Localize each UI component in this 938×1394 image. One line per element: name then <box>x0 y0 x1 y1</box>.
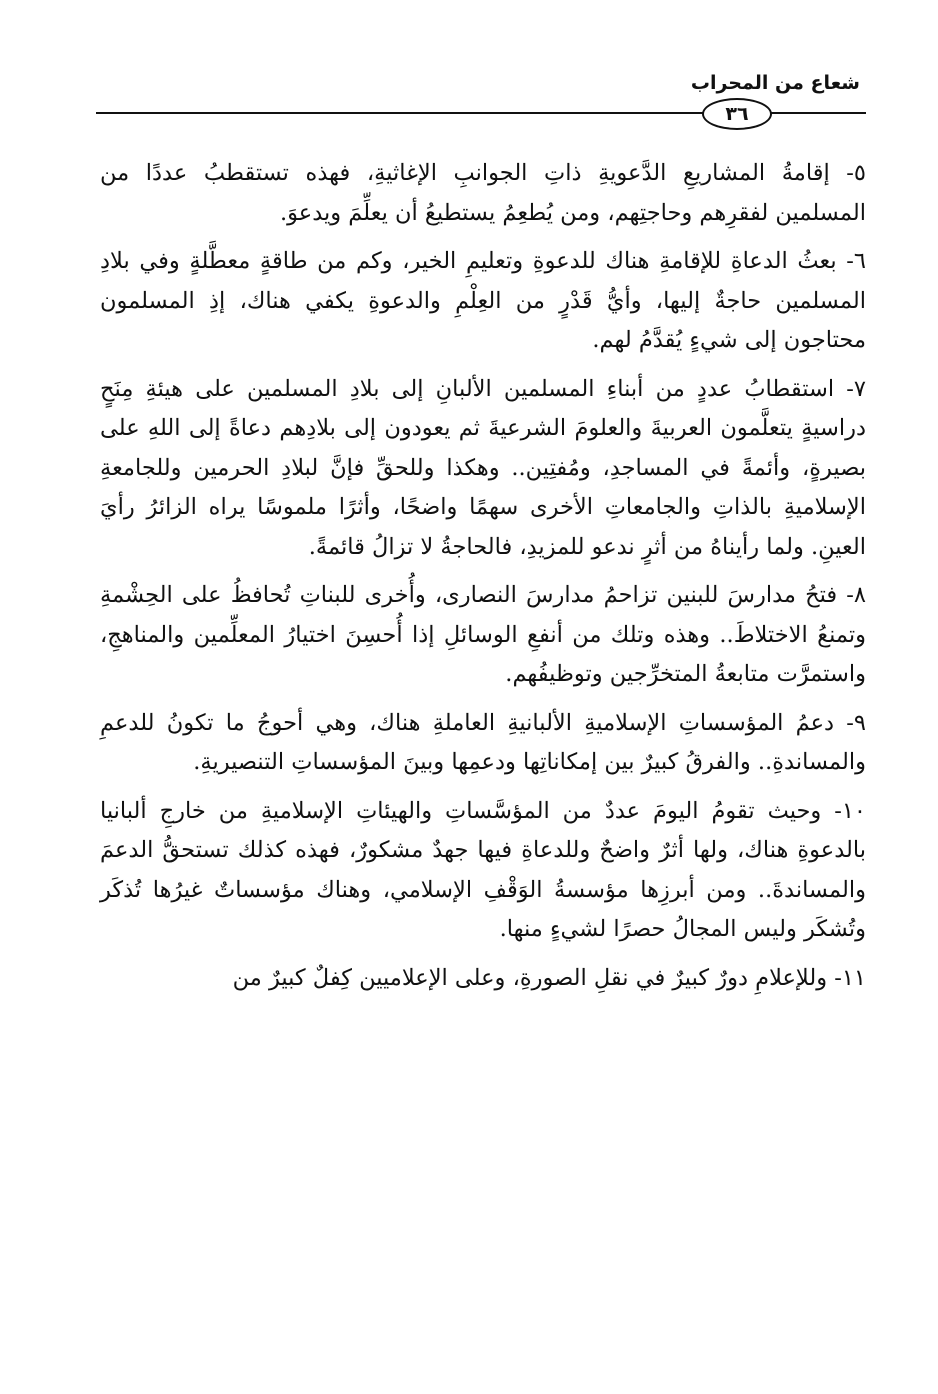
paragraph-item-7: ٧- استقطابُ عددٍ من أبناءِ المسلمين الألبانِ إلى بلادِ المسلمين على هيئةِ مِنَحٍ دراسيةٍ يتعلَّمون العربيةَ والعلومَ الشرعيةَ ثم يعودون إلى بلادِهم دعاةً إلى اللهِ على بصيرةٍ، وأئمةً في المساجدِ، ومُفتِين.. وهكذا وللحقِّ فإنَّ لبلادِ الحرمين وللجامعةِ الإسلاميةِ بالذاتِ والجامعاتِ الأخرى سهمًا واضحًا، وأثرًا ملموسًا يراه الزائرُ رأيَ العينِ. ولما رأيناهُ من أثرٍ ندعو للمزيدِ، فالحاجةُ لا تزالُ قائمةً. <box>100 375 866 560</box>
page-number: ٣٦ <box>702 98 772 130</box>
paragraph-item-9: ٩- دعمُ المؤسساتِ الإسلاميةِ الألبانيةِ العاملةِ هناك، وهي أحوجُ ما تكونُ للدعمِ والمساندةِ.. والفرقُ كبيرٌ بين إمكاناتِها ودعمِها وبينَ المؤسساتِ التنصيريةِ. <box>100 709 866 775</box>
paragraph-item-6: ٦- بعثُ الدعاةِ للإقامةِ هناك للدعوةِ وتعليمِ الخير، وكم من طاقةٍ معطَّلةٍ وفي بلادِ المسلمين حاجةٌ إليها، وأيُّ قَدْرٍ من العِلْمِ والدعوةِ يكفي هناك، إذِ المسلمون محتاجون إلى شيءٍ يُقدَّمُ لهم. <box>100 248 866 353</box>
page-header <box>96 64 866 126</box>
paragraph-item-10: ١٠- وحيث تقومُ اليومَ عددٌ من المؤسَّساتِ والهيئاتِ الإسلاميةِ من خارجِ ألبانيا بالدعوةِ هناك، ولها أثرٌ واضحٌ وللدعاةِ فيها جهدٌ مشكورٌ، فهذه كذلك تستحقُّ الدعمَ والمساندةَ.. ومن أبرزِها مؤسسةُ الوَقْفِ الإسلامي، وهناك مؤسساتٌ غيرُها تُذكَر وتُشكَر وليس المجالُ حصرًا لشيءٍ منها. <box>100 797 866 942</box>
paragraph-item-5: ٥- إقامةُ المشاريعِ الدَّعويةِ ذاتِ الجوانبِ الإغاثيةِ، فهذه تستقطبُ عددًا من المسلمين لفقرِهم وحاجتِهم، ومن يُطعِمُ يستطيعُ أن يعلِّمَ ويدعوَ. <box>100 160 866 226</box>
running-title: شعاع من المحراب <box>690 72 860 94</box>
paragraph-item-11: ١١- وللإعلامِ دورٌ كبيرٌ في نقلِ الصورةِ، وعلى الإعلاميين كِفلٌ كبيرٌ من <box>232 964 866 991</box>
paragraph-item-8: ٨- فتحُ مدارسَ للبنين تزاحمُ مدارسَ النصارى، وأُخرى للبناتِ تُحافظُ على الحِشْمةِ وتمنعُ الاختلاطَ.. وهذه وتلك من أنفعِ الوسائلِ إذا أُحسِنَ اختيارُ المعلِّمين والمناهجِ، واستمرَّت متابعةُ المتخرِّجين وتوظيفُهم. <box>100 582 866 687</box>
page-body <box>100 154 866 1007</box>
